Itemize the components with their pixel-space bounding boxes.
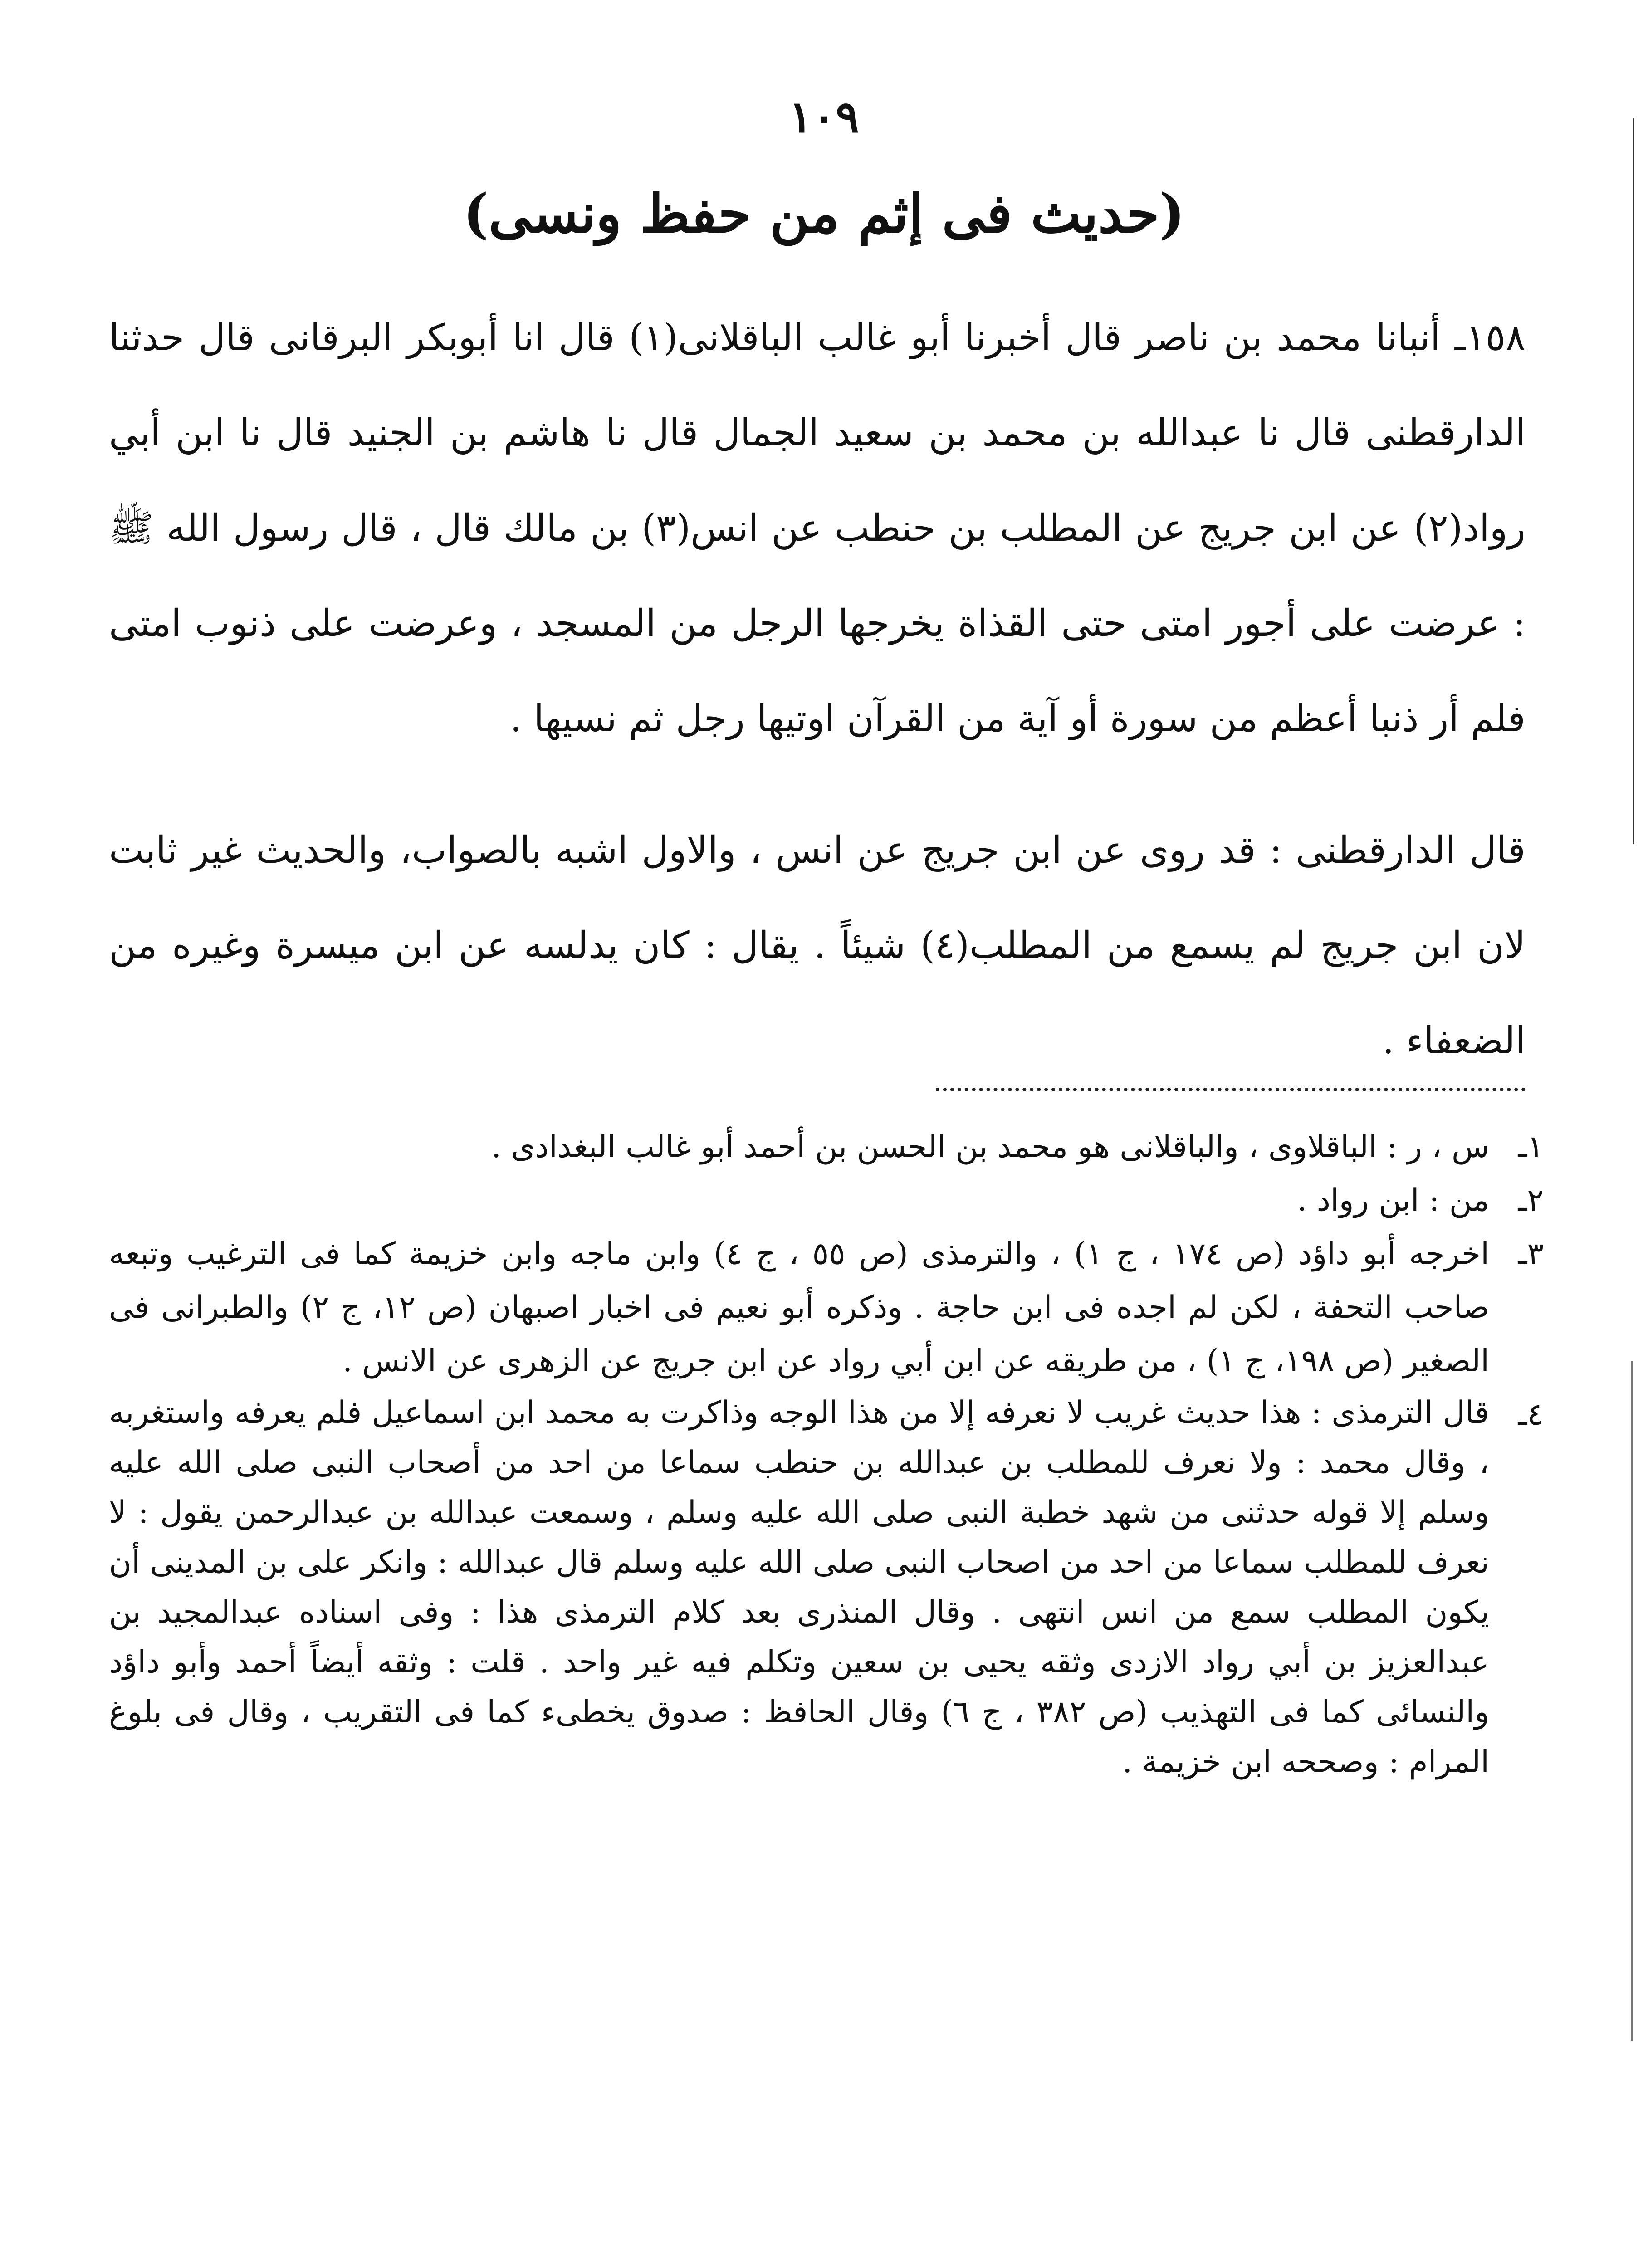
scan-edge-line — [1631, 1361, 1633, 2041]
footnote-number: ١ـ — [1518, 1129, 1544, 1165]
footnote-number: ٤ـ — [1518, 1397, 1544, 1432]
commentary-paragraph: قال الدارقطنى : قد روى عن ابن جريج عن انس ، والاول اشبه بالصواب، والحديث غير ثابت لان ابن جريج لم يسمع من المطلب(٤) شيئاً . يقال : كان يدلسه عن ابن ميسرة وغيره من الضعفاء . — [109, 829, 1526, 1062]
footnote-text: قال الترمذى : هذا حديث غريب لا نعرفه إلا من هذا الوجه وذاكرت به محمد ابن اسماعيل فلم يعرفه واستغربه ، وقال محمد : ولا نعرف للمطلب بن عبدالله بن حنطب سماعا من احد من أصحاب النبى صلى الله عليه وسلم إلا قوله حدثنى من شهد خطبة النبى صلى الله عليه وسلم ، وسمعت عبدالله بن عبدالرحمن يقول : لا نعرف للمطلب سماعا من احد من اصحاب النبى صلى الله عليه وسلم قال عبدالله : وانكر على بن المدينى أن يكون المطلب سمع من انس انتهى . وقال المنذرى بعد كلام الترمذى هذا : وفى اسناده عبدالمجيد بن عبدالعزيز بن أبي رواد الازدى وثقه يحيى بن سعين وتكلم فيه غير واحد . قلت : وثقه أيضاً أحمد وأبو داؤد والنسائى كما فى التهذيب (ص ٣٨٢ ، ج ٦) وقال الحافظ : صدوق يخطىء كما فى التقريب ، وقال فى بلوغ المرام : وصححه ابن خزيمة . — [109, 1395, 1489, 1780]
footnote-number: ٢ـ — [1518, 1183, 1544, 1218]
scan-edge-line — [1633, 118, 1634, 844]
footnote-number: ٣ـ — [1518, 1236, 1544, 1272]
footnote-text: س ، ر : الباقلاوى ، والباقلانى هو محمد بن الحسن بن أحمد أبو غالب البغدادى . — [491, 1129, 1489, 1165]
section-title: (حديث فى إثم من حفظ ونسى) — [463, 182, 1185, 245]
footnote — [109, 1388, 1544, 1787]
hadith-paragraph: ١٥٨ـ أنبانا محمد بن ناصر قال أخبرنا أبو غالب الباقلانى(١) قال انا أبوبكر البرقانى قال حدثنا الدارقطنى قال نا عبدالله بن محمد بن سعيد الجمال قال نا هاشم بن الجنيد قال نا ابن أبي رواد(٢) عن ابن جريج عن المطلب بن حنطب عن انس(٣) بن مالك قال ، قال رسول الله ﷺ : عرضت على أجور امتى حتى القذاة يخرجها الرجل من المسجد ، وعرضت على ذنوب امتى فلم أر ذنبا أعظم من سورة أو آية من القرآن اوتيها رجل ثم نسيها . — [109, 316, 1526, 740]
footnotes — [109, 1120, 1544, 1787]
footnote — [109, 1174, 1544, 1227]
footnote — [109, 1227, 1544, 1388]
footnote-text: من : ابن رواد . — [1297, 1183, 1489, 1218]
footnote-separator — [936, 1088, 1526, 1091]
footnote — [109, 1120, 1544, 1174]
main-text — [109, 290, 1526, 1089]
page-number: ١٠٩ — [789, 91, 859, 142]
footnote-text: اخرجه أبو داؤد (ص ١٧٤ ، ج ١) ، والترمذى (ص ٥٥ ، ج ٤) وابن ماجه وابن خزيمة كما فى الترغيب وتبعه صاحب التحفة ، لكن لم اجده فى ابن حاجة . وذكره أبو نعيم فى اخبار اصبهان (ص ١٢، ج ٢) والطبرانى فى الصغير (ص ١٩٨، ج ١) ، من طريقه عن ابن أبي رواد عن ابن جريج عن الزهرى عن الانس . — [109, 1236, 1490, 1379]
